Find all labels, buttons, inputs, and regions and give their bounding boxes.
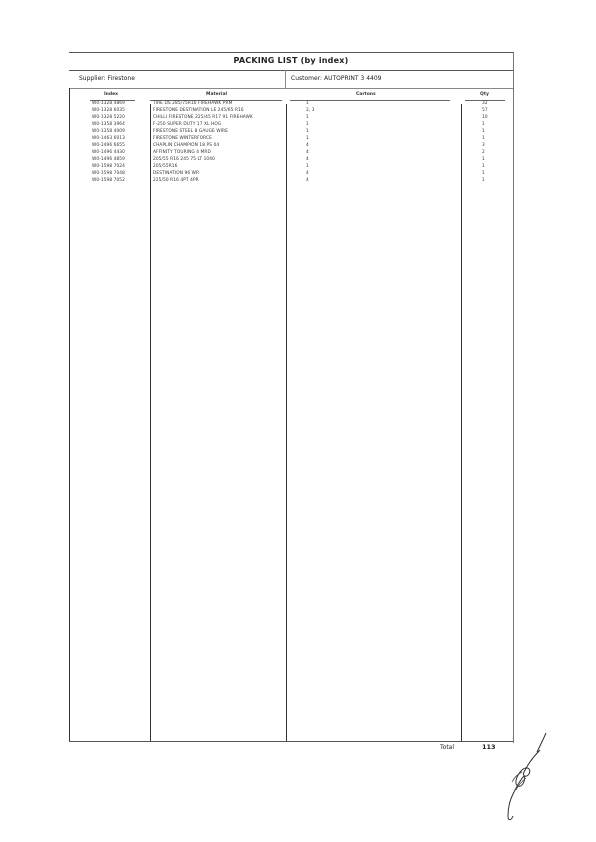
table-cell-cartons: 1 [306, 129, 309, 134]
supplier-customer-row [69, 70, 513, 89]
header-cartons: Cartons [356, 92, 376, 97]
handwritten-signature [496, 728, 556, 828]
table-cell-index: W0-1496 4430 [92, 150, 125, 155]
table-cell-qty: 1 [482, 129, 485, 134]
table-cell-cartons: 1 [306, 115, 309, 120]
packing-list-frame [69, 52, 514, 743]
table-cell-cartons: 1 [306, 136, 309, 141]
column-divider-material [286, 104, 287, 742]
header-index: Index [104, 92, 119, 97]
table-cell-index: W0-1358 3964 [92, 122, 125, 127]
table-cell-index: W0-1598 7048 [92, 171, 125, 176]
table-cell-material: FIRESTONE STEEL 8 GAUGE WIRE [153, 129, 228, 134]
table-cell-index: W0-1496 6655 [92, 143, 125, 148]
table-cell-qty: 32 [482, 101, 488, 106]
table-cell-cartons: 2, 3 [306, 108, 315, 113]
table-cell-qty: 57 [482, 108, 488, 113]
table-cell-qty: 1 [482, 171, 485, 176]
table-cell-cartons: 4 [306, 171, 309, 176]
column-divider-index [150, 104, 151, 742]
table-cell-index: W0-1598 7024 [92, 164, 125, 169]
table-cell-cartons: 1 [306, 164, 309, 169]
table-bottom-line [69, 741, 513, 742]
column-divider-cartons [461, 104, 462, 742]
table-cell-material: TIRE DS 285/75R16 FIREHAWK PRM [153, 101, 233, 106]
table-cell-material: 205/55R16 [153, 164, 178, 169]
table-cell-index: W0-1328 6035 [92, 108, 125, 113]
table-cell-qty: 2 [482, 150, 485, 155]
table-cell-cartons: 1 [306, 101, 309, 106]
table-cell-index: W0-1328 5220 [92, 115, 125, 120]
table-cell-cartons: 1 [306, 122, 309, 127]
table-cell-material: DESTINATION 96 WR [153, 171, 200, 176]
table-cell-cartons: 4 [306, 178, 309, 183]
table-cell-cartons: 4 [306, 143, 309, 148]
header-qty: Qty [480, 92, 489, 97]
customer-label: Customer: AUTOPRINT 3 4409 [291, 75, 382, 82]
title-row [69, 52, 513, 71]
header-material: Material [206, 92, 228, 97]
total-value: 113 [482, 743, 496, 751]
table-cell-index: W0-1358 4009 [92, 129, 125, 134]
table-cell-qty: 1 [482, 164, 485, 169]
table-cell-qty: 3 [482, 143, 485, 148]
table-cell-cartons: 4 [306, 150, 309, 155]
table-cell-qty: 1 [482, 157, 485, 162]
table-cell-qty: 1 [482, 122, 485, 127]
table-cell-qty: 1 [482, 178, 485, 183]
page-title: PACKING LIST (by index) [233, 56, 349, 65]
table-cell-material: FIRESTONE DESTINATION LE 245/65 R16 [153, 108, 244, 113]
header-underline-cartons [290, 100, 450, 101]
total-label: Total [440, 744, 455, 751]
table-cell-material: 205/55 R16 245 75 LT 1040 [153, 157, 215, 162]
table-cell-cartons: 4 [306, 157, 309, 162]
column-divider-left [69, 88, 70, 742]
table-cell-material: 225/50 R16 4PT 4PR [153, 178, 199, 183]
table-cell-index: W0-1496 4859 [92, 157, 125, 162]
table-cell-qty: 1 [482, 136, 485, 141]
table-cell-material: F-250 SUPER DUTY 17 XL HOG [153, 122, 222, 127]
supplier-label: Supplier: Firestone [79, 75, 135, 82]
table-cell-material: CHAPLIN CHAMPION 18 PS 04 [153, 143, 220, 148]
table-cell-index: W0-1598 7052 [92, 178, 125, 183]
table-cell-qty: 10 [482, 115, 488, 120]
table-cell-index: W0-1328 4869 [92, 101, 125, 106]
info-divider [285, 70, 286, 88]
table-cell-index: W0-1463 6013 [92, 136, 125, 141]
table-cell-material: FIRESTONE WINTERFORCE [153, 136, 212, 141]
table-cell-material: CHILLI FIRESTONE 225/45 R17 91 FIREHAWK [153, 115, 253, 120]
table-cell-material: AFFINITY TOURING 4 MRD [153, 150, 211, 155]
